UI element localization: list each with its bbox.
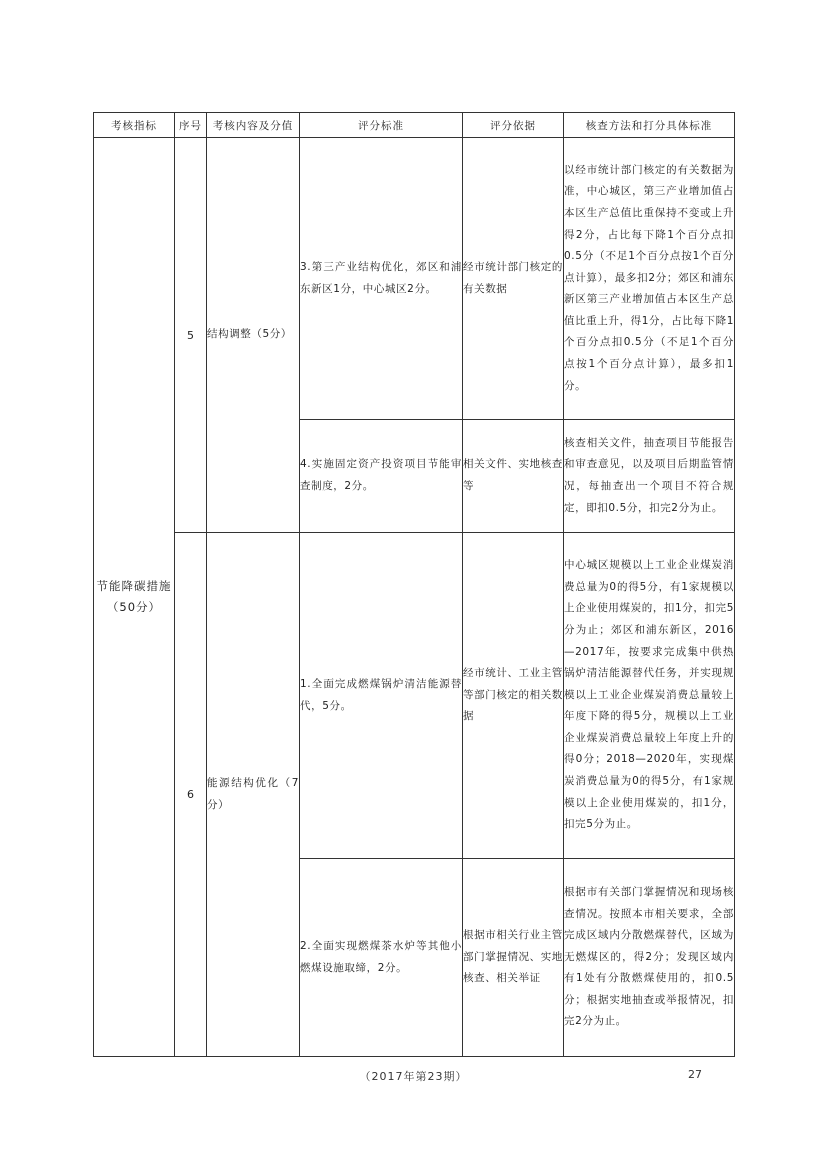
header-standard: 评分标准 xyxy=(300,113,463,138)
method-cell: 根据市有关部门掌握情况和现场核查情况。按照本市相关要求，全部完成区域内分散燃煤替代，区域为无燃煤区的，得2分；发现区域内有1处有分散燃煤使用的，扣0.5分；根据实地抽查或举报情况，扣完2分为止。 xyxy=(564,859,735,1057)
basis-cell: 经市统计、工业主管等部门核定的相关数据 xyxy=(463,533,564,859)
standard-cell: 4.实施固定资产投资项目节能审查制度，2分。 xyxy=(300,420,463,533)
page-number: 27 xyxy=(688,1068,702,1081)
assessment-table xyxy=(93,112,735,1057)
issue-number: （2017年第23期） xyxy=(359,1070,468,1083)
method-cell: 核查相关文件，抽查项目节能报告和审查意见，以及项目后期监管情况，每抽查出一个项目不符合规定，即扣0.5分，扣完2分为止。 xyxy=(564,420,735,533)
standard-cell: 1.全面完成燃煤锅炉清洁能源替代，5分。 xyxy=(300,533,463,859)
header-content: 考核内容及分值 xyxy=(207,113,300,138)
table-row xyxy=(94,533,735,859)
content-cell: 结构调整（5分） xyxy=(207,138,300,533)
category-cell xyxy=(94,138,175,1057)
category-score: （50分） xyxy=(106,600,162,614)
table-row xyxy=(94,138,735,420)
basis-cell: 相关文件、实地核查等 xyxy=(463,420,564,533)
seq-cell: 5 xyxy=(175,138,207,533)
header-seq: 序号 xyxy=(175,113,207,138)
table-header-row xyxy=(94,113,735,138)
header-method: 核查方法和打分具体标准 xyxy=(564,113,735,138)
header-basis: 评分依据 xyxy=(463,113,564,138)
seq-cell: 6 xyxy=(175,533,207,1057)
header-indicator: 考核指标 xyxy=(94,113,175,138)
basis-cell: 根据市相关行业主管部门掌握情况、实地核查、相关举证 xyxy=(463,859,564,1057)
basis-cell: 经市统计部门核定的有关数据 xyxy=(463,138,564,420)
content-cell: 能源结构优化（7分） xyxy=(207,533,300,1057)
method-cell: 以经市统计部门核定的有关数据为准，中心城区，第三产业增加值占本区生产总值比重保持不变或上升得2分，占比每下降1个百分点扣0.5分（不足1个百分点按1个百分点计算），最多扣2分；郊区和浦东新区第三产业增加值占本区生产总值比重上升，得1分，占比每下降1个百分点扣0.5分（不足1个百分点按1个百分点计算），最多扣1分。 xyxy=(564,138,735,420)
standard-cell: 3.第三产业结构优化，郊区和浦东新区1分，中心城区2分。 xyxy=(300,138,463,420)
category-name: 节能降碳措施 xyxy=(96,579,172,593)
method-cell: 中心城区规模以上工业企业煤炭消费总量为0的得5分，有1家规模以上企业使用煤炭的，扣1分，扣完5分为止；郊区和浦东新区，2016—2017年，按要求完成集中供热锅炉清洁能源替代任务，并实现规模以上工业企业煤炭消费总量较上年度下降的得5分，规模以上工业企业煤炭消费总量较上年度上升的得0分；2018—2020年，实现煤炭消费总量为0的得5分，有1家规模以上企业使用煤炭的，扣1分，扣完5分为止。 xyxy=(564,533,735,859)
standard-cell: 2.全面实现燃煤茶水炉等其他小燃煤设施取缔，2分。 xyxy=(300,859,463,1057)
